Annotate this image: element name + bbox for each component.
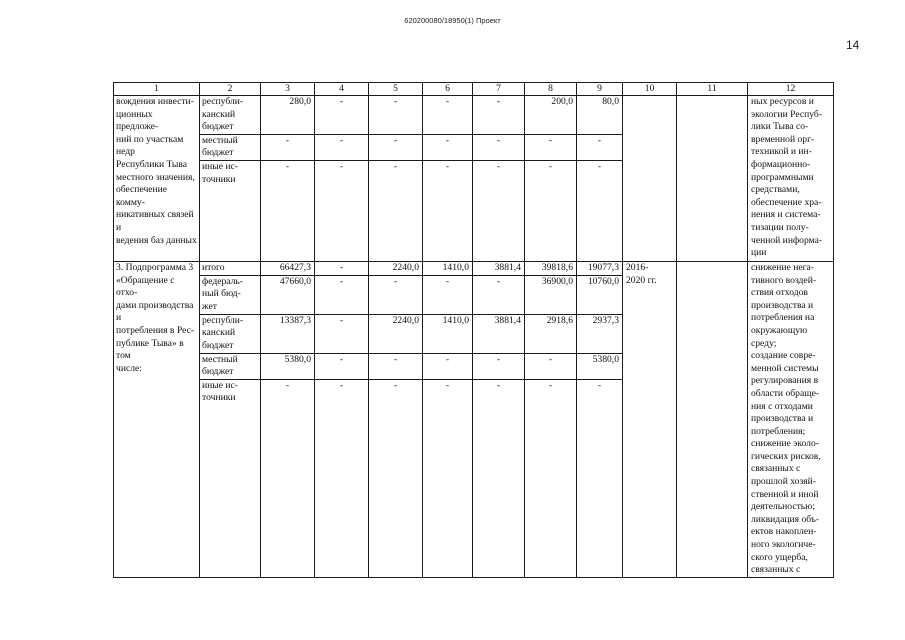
value-cell-col8: 39818,6	[525, 261, 577, 275]
value-cell-col5: -	[369, 275, 423, 314]
column-header-11: 11	[677, 83, 748, 96]
value-cell-col4: -	[315, 314, 369, 353]
value-cell-col4: -	[315, 160, 369, 261]
value-cell-col6: -	[423, 160, 473, 261]
section2-executor-cell	[677, 261, 748, 577]
value-cell-col6: 1410,0	[423, 261, 473, 275]
column-header-9: 9	[577, 83, 623, 96]
value-cell-col4: -	[315, 134, 369, 160]
value-cell-col3: 280,0	[261, 96, 315, 135]
value-cell-col7: -	[473, 353, 525, 379]
column-header-5: 5	[369, 83, 423, 96]
value-cell-col7: -	[473, 134, 525, 160]
column-header-7: 7	[473, 83, 525, 96]
section2-period-cell: 2016- 2020 гг.	[623, 261, 677, 577]
funding-source-cell: иные ис- точники	[200, 160, 261, 261]
value-cell-col9: 10760,0	[577, 275, 623, 314]
value-cell-col3: -	[261, 160, 315, 261]
value-cell-col7: 3881,4	[473, 314, 525, 353]
value-cell-col3: 66427,3	[261, 261, 315, 275]
value-cell-col9: 5380,0	[577, 353, 623, 379]
section1-executor-cell	[677, 96, 748, 262]
value-cell-col6: -	[423, 353, 473, 379]
value-cell-col3: 5380,0	[261, 353, 315, 379]
value-cell-col6: -	[423, 96, 473, 135]
value-cell-col8: -	[525, 160, 577, 261]
document-header: 620200080/18950(1) Проект	[404, 16, 501, 25]
section1-description-cell: вождения инвести- ционных предложе- ний по участкам недр Республики Тыва местного значения, обеспечение комму- никативных связей и ведения баз данных	[114, 96, 200, 262]
value-cell-col3: 13387,3	[261, 314, 315, 353]
value-cell-col5: 2240,0	[369, 314, 423, 353]
value-cell-col8: -	[525, 353, 577, 379]
value-cell-col9: -	[577, 134, 623, 160]
value-cell-col7: -	[473, 379, 525, 577]
funding-source-cell: федераль- ный бюд- жет	[200, 275, 261, 314]
value-cell-col5: -	[369, 96, 423, 135]
value-cell-col8: 36900,0	[525, 275, 577, 314]
value-cell-col9: -	[577, 379, 623, 577]
table-row	[114, 96, 834, 135]
value-cell-col7: -	[473, 275, 525, 314]
table-row	[114, 261, 834, 275]
funding-source-cell: республи- канский бюджет	[200, 314, 261, 353]
value-cell-col3: -	[261, 379, 315, 577]
section2-description-cell: 3. Подпрограмма 3 «Обращение с отхо- дами производства и потребления в Рес- публике Тыва» в том числе:	[114, 261, 200, 577]
column-header-2: 2	[200, 83, 261, 96]
value-cell-col6: -	[423, 379, 473, 577]
funding-source-cell: местный бюджет	[200, 134, 261, 160]
value-cell-col6: -	[423, 134, 473, 160]
value-cell-col8: 2918,6	[525, 314, 577, 353]
section2-result-cell: снижение нега- тивного воздей- ствия отходов производства и потребления на окружающую среду; создание совре- менной системы регулирования в области обраще- ния с отходами производства и потребления; снижение эколо- гических рисков, связанных с прошлой хозяй- ственной и иной деятельностью; ликвидация объ- ектов накоплен- ного экологиче- ского ущерба, связанных с	[748, 261, 834, 577]
value-cell-col4: -	[315, 379, 369, 577]
value-cell-col4: -	[315, 96, 369, 135]
value-cell-col7: -	[473, 160, 525, 261]
funding-source-cell: республи- канский бюджет	[200, 96, 261, 135]
value-cell-col9: -	[577, 160, 623, 261]
value-cell-col5: -	[369, 134, 423, 160]
column-header-8: 8	[525, 83, 577, 96]
column-header-10: 10	[623, 83, 677, 96]
page-number: 14	[846, 38, 860, 52]
column-header-12: 12	[748, 83, 834, 96]
value-cell-col6: -	[423, 275, 473, 314]
value-cell-col7: 3881,4	[473, 261, 525, 275]
value-cell-col4: -	[315, 353, 369, 379]
value-cell-col5: -	[369, 353, 423, 379]
value-cell-col5: -	[369, 379, 423, 577]
value-cell-col8: -	[525, 379, 577, 577]
value-cell-col5: -	[369, 160, 423, 261]
value-cell-col4: -	[315, 261, 369, 275]
funding-source-cell: местный бюджет	[200, 353, 261, 379]
value-cell-col8: 200,0	[525, 96, 577, 135]
funding-source-cell: иные ис- точники	[200, 379, 261, 577]
value-cell-col9: 80,0	[577, 96, 623, 135]
column-header-6: 6	[423, 83, 473, 96]
section1-period-cell	[623, 96, 677, 262]
column-header-1: 1	[114, 83, 200, 96]
value-cell-col3: -	[261, 134, 315, 160]
value-cell-col5: 2240,0	[369, 261, 423, 275]
value-cell-col4: -	[315, 275, 369, 314]
column-header-4: 4	[315, 83, 369, 96]
funding-source-cell: итого	[200, 261, 261, 275]
value-cell-col3: 47660,0	[261, 275, 315, 314]
column-header-3: 3	[261, 83, 315, 96]
value-cell-col6: 1410,0	[423, 314, 473, 353]
value-cell-col9: 2937,3	[577, 314, 623, 353]
section1-result-cell: ных ресурсов и экологии Респуб- лики Тыва со- временной орг- техникой и ин- формационно- программными средствами, обеспечение хра- нения и система- тизации полу- ченной информа- ции	[748, 96, 834, 262]
budget-table	[113, 82, 834, 578]
column-header-row	[114, 83, 834, 96]
value-cell-col8: -	[525, 134, 577, 160]
value-cell-col7: -	[473, 96, 525, 135]
value-cell-col9: 19077,3	[577, 261, 623, 275]
